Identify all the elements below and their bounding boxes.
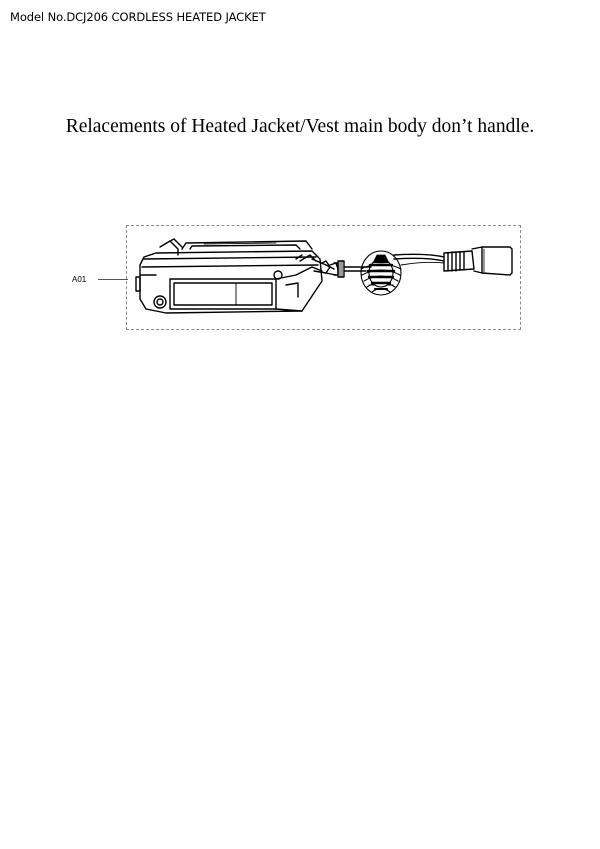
- part-label-a01: A01: [72, 275, 87, 284]
- page-heading: Relacements of Heated Jacket/Vest main body don’t handle.: [65, 116, 535, 137]
- model-header: Model No.DCJ206 CORDLESS HEATED JACKET: [10, 10, 266, 24]
- heated-jacket-controller-icon: [126, 225, 521, 330]
- part-leader-line: [98, 279, 128, 280]
